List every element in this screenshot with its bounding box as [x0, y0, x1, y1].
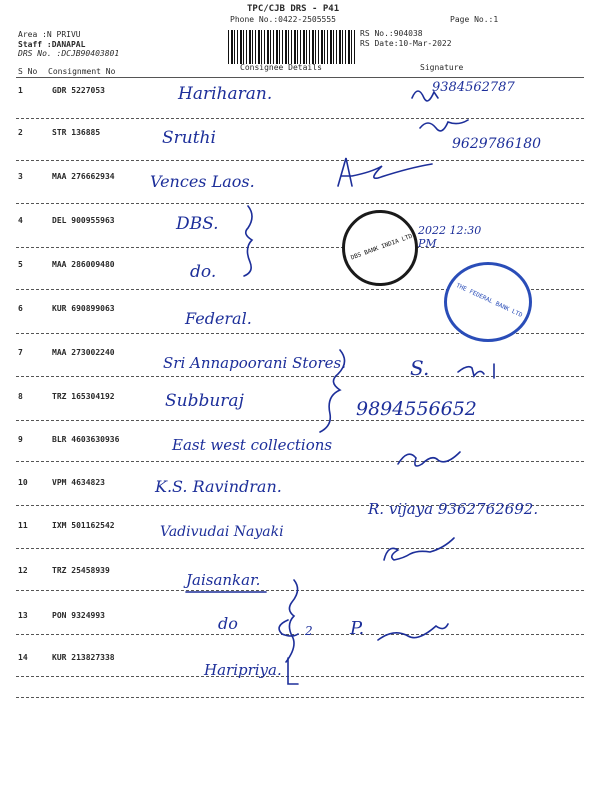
row-consignment: MAA 273002240: [52, 348, 115, 357]
handwritten-signature: 9894556652: [356, 398, 477, 420]
handwritten-consignee: Vadivudai Nayaki: [160, 524, 284, 540]
handwritten-signature: 9384562787: [432, 80, 515, 95]
row-sno: 7: [18, 348, 23, 357]
handwritten-consignee: Hariharan.: [178, 84, 273, 104]
brace-mark: [286, 580, 298, 662]
brace-mark: [244, 206, 252, 276]
row-consignment: TRZ 165304192: [52, 392, 115, 401]
col-sno: S No: [18, 67, 38, 76]
row-sno: 12: [18, 566, 28, 575]
handwritten-consignee: East west collections: [172, 436, 333, 454]
phone-number: Phone No.:0422-2505555: [230, 15, 336, 24]
brace-mark: [320, 350, 345, 432]
stamp-text: DBS BANK INDIA LTD.: [349, 231, 417, 262]
row-consignment: KUR 690899063: [52, 304, 115, 313]
page-number: Page No.:1: [450, 15, 499, 24]
row-sno: 5: [18, 260, 23, 269]
row-sno: 2: [18, 128, 23, 137]
handwritten-consignee: Haripriya.: [204, 661, 282, 679]
handwritten-consignee: Sruthi: [162, 128, 216, 148]
handwritten-consignee: K.S. Ravindran.: [155, 477, 282, 496]
row-consignment: MAA 276662934: [52, 172, 115, 181]
row-consignment: BLR 4603630936: [52, 435, 120, 444]
stamp-handwritten-time: 2022 12:30 PM: [418, 224, 482, 250]
dbs-bank-stamp: [342, 210, 418, 286]
row-sno: 14: [18, 653, 28, 662]
handwritten-consignee: do.: [190, 262, 217, 282]
row-consignment: MAA 286009480: [52, 260, 115, 269]
col-consignment: Consignment No: [48, 67, 116, 76]
signature-scribble: [458, 364, 494, 378]
handwritten-consignee: Federal.: [185, 309, 252, 328]
handwritten-signature: P.: [350, 618, 365, 639]
row-consignment: DEL 900955963: [52, 216, 115, 225]
brace-mark: [288, 658, 298, 684]
row-consignment: IXM 501162542: [52, 521, 115, 530]
row-sno: 3: [18, 172, 23, 181]
row-sno: 1: [18, 86, 23, 95]
signature-scribble: [384, 538, 454, 560]
rs-number: RS No.:904038: [360, 29, 423, 38]
row-sno: 9: [18, 435, 23, 444]
area-label: Area :N PRIVU: [18, 30, 81, 39]
row-consignment: TRZ 25458939: [52, 566, 110, 575]
row-consignment: KUR 213827338: [52, 653, 115, 662]
stamp-text: THE FEDERAL BANK LTD: [454, 282, 524, 319]
signature-scribble: [338, 158, 432, 186]
row-consignment: PON 9324993: [52, 611, 105, 620]
row-sno: 6: [18, 304, 23, 313]
handwritten-consignee: Jaisankar.: [186, 571, 261, 589]
row-sno: 4: [18, 216, 23, 225]
handwritten-consignee: Vences Laos.: [150, 172, 255, 191]
handwritten-consignee: Sri Annapoorani Stores.: [163, 354, 346, 372]
row-consignment: STR 136885: [52, 128, 101, 137]
handwritten-consignee: Subburaj: [165, 391, 244, 411]
handwritten-consignee: do: [218, 614, 238, 633]
rs-date: RS Date:10-Mar-2022: [360, 39, 452, 48]
handwritten-signature: S.: [410, 356, 430, 380]
col-consignee: Consignee Details: [240, 63, 322, 72]
handwritten-signature: 9629786180: [452, 136, 542, 152]
staff-label: Staff :DANAPAL: [18, 40, 86, 49]
col-signature: Signature: [420, 63, 464, 72]
handwritten-consignee: DBS.: [176, 214, 219, 234]
signature-scribble: [420, 120, 468, 131]
brace-mark: [279, 620, 298, 636]
handwritten-signature: R. vijaya 9362762692.: [368, 500, 539, 518]
document-title: TPC/CJB DRS - P41: [247, 4, 340, 14]
row-sno: 8: [18, 392, 23, 401]
row-sno: 11: [18, 521, 28, 530]
row-consignment: VPM 4634823: [52, 478, 105, 487]
row-consignment: GDR 5227053: [52, 86, 105, 95]
drs-number: DRS No. :DCJB90403801: [18, 49, 120, 58]
row-sno: 13: [18, 611, 28, 620]
signature-scribble: [378, 624, 448, 640]
signature-scribble: [398, 452, 460, 466]
row-sno: 10: [18, 478, 28, 487]
brace-note: 2: [305, 624, 313, 638]
signature-scribble: [412, 91, 438, 101]
federal-bank-stamp: [444, 262, 532, 342]
